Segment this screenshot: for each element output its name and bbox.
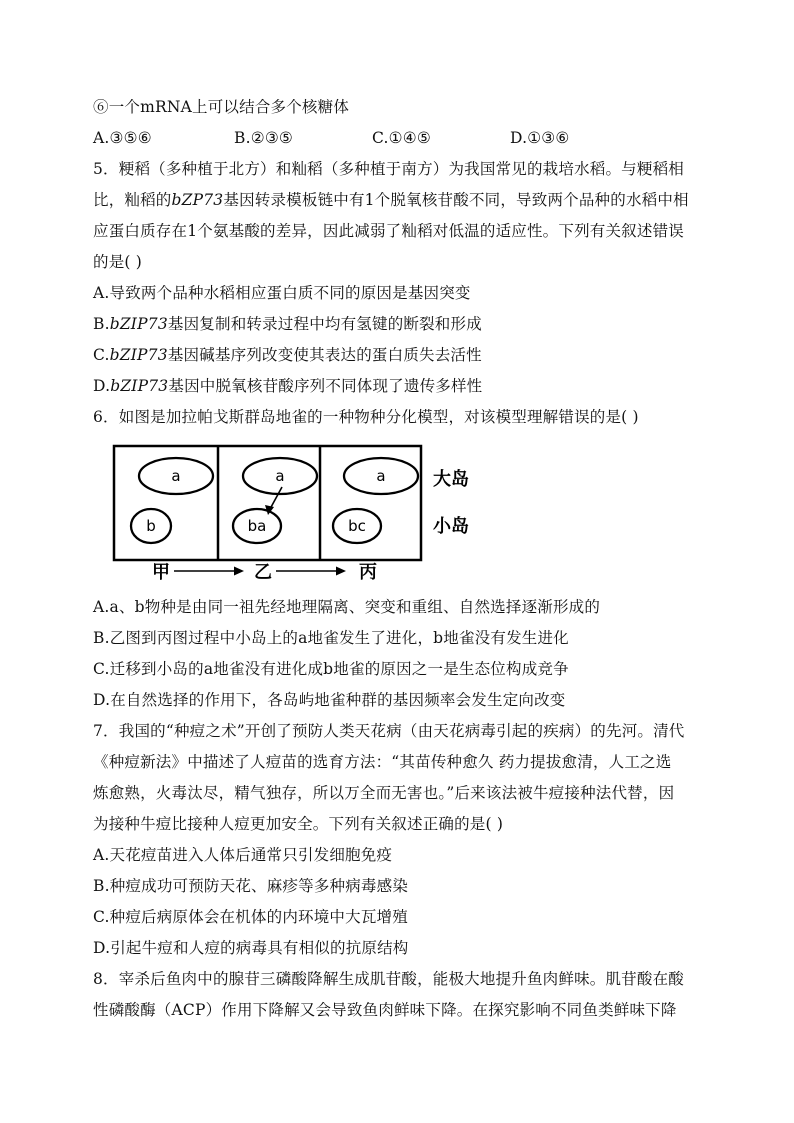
q8-stem-line-2: 性磷酸酶（ACP）作用下降解又会导致鱼肉鲜味下降。在探究影响不同鱼类鲜味下降: [93, 1001, 677, 1019]
gene-name: bZIP73: [109, 315, 168, 333]
text: 基因中脱氧核苷酸序列不同体现了遗传多样性: [168, 377, 483, 395]
q6-option-d: D.在自然选择的作用下，各岛屿地雀种群的基因频率会发生定向改变: [93, 691, 566, 709]
diagram-frame: [114, 446, 421, 560]
q7-option-b: B.种痘成功可预防天花、麻疹等多种病毒感染: [93, 877, 409, 895]
gene-name: bZP73: [171, 191, 224, 209]
q7-option-d: D.引起牛痘和人痘的病毒具有相似的抗原结构: [93, 939, 409, 957]
q4-option-b: B.②③⑤: [234, 129, 294, 147]
q5-stem-line-2: [93, 190, 689, 210]
option-letter: B.: [93, 315, 110, 333]
stage-3-label: 丙: [359, 562, 377, 583]
speciation-diagram: [112, 443, 482, 585]
text: 基因复制和转录过程中均有氢键的断裂和形成: [167, 315, 482, 333]
q6-option-c: C.迁移到小岛的a地雀没有进化成b地雀的原因之一是生态位构成竞争: [93, 660, 569, 678]
q5-option-b: [93, 314, 482, 334]
q7-option-a: A.天花痘苗进入人体后通常只引发细胞免疫: [93, 846, 393, 864]
q7-stem-line-2: 《种痘新法》中描述了人痘苗的选育方法：“其苗传种愈久 药力提拔愈清，人工之选: [93, 753, 672, 771]
q4-item-6: ⑥一个mRNA上可以结合多个核糖体: [93, 98, 350, 116]
panel1-top-label: a: [171, 467, 181, 485]
option-letter: D.: [93, 377, 111, 395]
q5-option-d: [93, 376, 482, 396]
q6-option-a: A.a、b物种是由同一祖先经地理隔离、突变和重组、自然选择逐渐形成的: [93, 598, 601, 616]
small-island-label: 小岛: [433, 516, 469, 537]
panel3-bottom-label: bc: [348, 517, 366, 535]
text: 基因碱基序列改变使其表达的蛋白质失去活性: [167, 346, 482, 364]
big-island-label: 大岛: [433, 469, 469, 490]
text: 比，籼稻的: [93, 191, 172, 209]
q4-option-d: D.①③⑥: [510, 129, 570, 147]
panel2-top-label: a: [275, 467, 285, 485]
q4-option-a: A.③⑤⑥: [93, 129, 152, 147]
stage-arrow-1-head: [234, 567, 244, 576]
migration-arrow-shaft: [270, 487, 282, 509]
gene-name: bZIP73: [109, 346, 168, 364]
gene-name: bZIP73: [110, 377, 169, 395]
q7-option-c: C.种痘后病原体会在机体的内环境中大瓦增殖: [93, 908, 408, 926]
q5-stem-line-4: 的是( ): [93, 253, 143, 271]
q6-option-b: B.乙图到丙图过程中小岛上的a地雀发生了进化，b地雀没有发生进化: [93, 629, 569, 647]
q8-stem-line-1: 8．宰杀后鱼肉中的腺苷三磷酸降解生成肌苷酸，能极大地提升鱼肉鲜味。肌苷酸在酸: [93, 970, 684, 988]
stage-1-label: 甲: [152, 562, 170, 583]
option-letter: C.: [93, 346, 110, 364]
q7-stem-line-4: 为接种牛痘比接种人痘更加安全。下列有关叙述正确的是( ): [93, 815, 504, 833]
stage-arrow-2-head: [336, 567, 346, 576]
q7-stem-line-1: 7．我国的“种痘之术”开创了预防人类天花病（由天花病毒引起的疾病）的先河。清代: [93, 722, 685, 740]
text: 基因转录模板链中有1个脱氧核苷酸不同，导致两个品种的水稻中相: [223, 191, 689, 209]
q5-option-a: A.导致两个品种水稻相应蛋白质不同的原因是基因突变: [93, 284, 471, 302]
panel3-top-label: a: [376, 467, 386, 485]
q4-options: [93, 128, 693, 148]
q5-stem-line-1: 5．粳稻（多种植于北方）和籼稻（多种植于南方）为我国常见的栽培水稻。与粳稻相: [93, 160, 684, 178]
panel2-bottom-label: ba: [247, 517, 267, 535]
q7-stem-line-3: 炼愈熟，火毒汰尽，精气独存，所以万全而无害也。”后来该法被牛痘接种法代替，因: [93, 784, 675, 802]
q6-stem: 6．如图是加拉帕戈斯群岛地雀的一种物种分化模型，对该模型理解错误的是( ): [93, 408, 639, 426]
q5-stem-line-3: 应蛋白质存在1个氨基酸的差异，因此减弱了籼稻对低温的适应性。下列有关叙述错误: [93, 222, 684, 240]
panel1-bottom-label: b: [146, 517, 156, 535]
q5-option-c: [93, 345, 482, 365]
stage-2-label: 乙: [254, 562, 272, 583]
q4-option-c: C.①④⑤: [372, 129, 431, 147]
